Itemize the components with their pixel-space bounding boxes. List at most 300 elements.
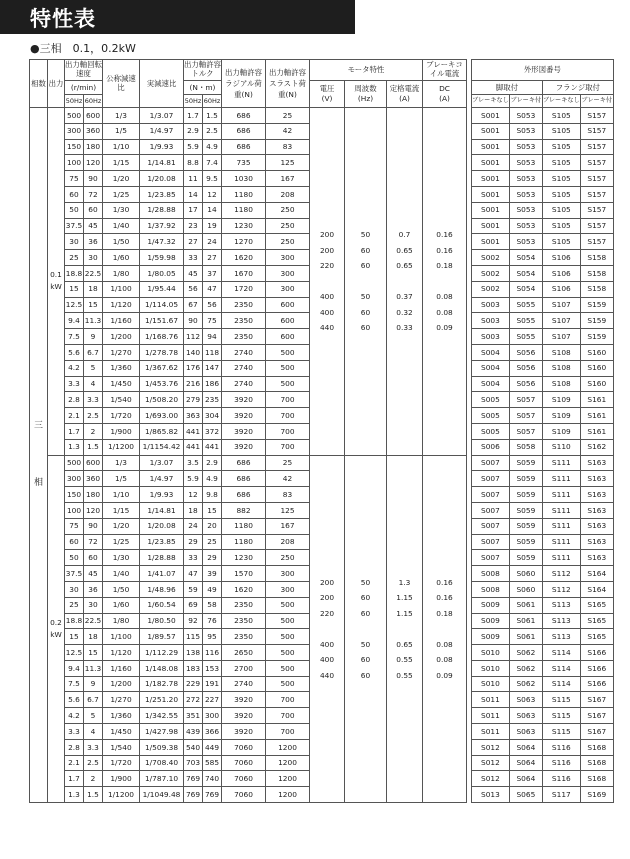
cell-actual-ratio: 1/278.78 — [140, 344, 184, 360]
header-foot: 脚取付 — [472, 81, 543, 95]
cell-radial-load: 2700 — [222, 660, 266, 676]
motor-brake-value — [423, 274, 466, 290]
cell-foot-with-brake: S053 — [509, 171, 542, 187]
cell-speed-50hz: 1.3 — [65, 439, 84, 455]
cell-speed-50hz: 25 — [65, 250, 84, 266]
cell-actual-ratio: 1/20.08 — [140, 171, 184, 187]
motor-voltage-value: 200 — [319, 593, 335, 603]
cell-foot-no-brake: S001 — [472, 155, 510, 171]
motor-voltage-value: 400 — [319, 292, 335, 302]
cell-radial-load: 1620 — [222, 250, 266, 266]
cell-actual-ratio: 1/342.55 — [140, 708, 184, 724]
cell-flange-no-brake: S117 — [542, 787, 580, 803]
cell-speed-50hz: 3.3 — [65, 724, 84, 740]
cell-actual-ratio: 1/60.54 — [140, 597, 184, 613]
motor-brake-value: 0.08 — [436, 292, 453, 302]
cell-radial-load: 2650 — [222, 645, 266, 661]
header-brake-dc: DC (A) — [423, 81, 467, 108]
cell-actual-ratio: 1/112.29 — [140, 645, 184, 661]
cell-flange-with-brake: S168 — [580, 755, 613, 771]
cell-foot-no-brake: S006 — [472, 439, 510, 455]
cell-actual-ratio: 1/47.32 — [140, 234, 184, 250]
cell-torque-60hz: 49 — [203, 581, 222, 597]
cell-radial-load: 2740 — [222, 676, 266, 692]
motor-frequency-value: 60 — [360, 670, 371, 680]
cell-thrust-load: 500 — [266, 676, 310, 692]
cell-actual-ratio: 1/4.97 — [140, 471, 184, 487]
cell-flange-with-brake: S162 — [580, 439, 613, 455]
motor-brake-value: 0.16 — [436, 593, 453, 603]
cell-foot-no-brake: S001 — [472, 139, 510, 155]
cell-foot-with-brake: S065 — [509, 787, 542, 803]
cell-foot-with-brake: S059 — [509, 455, 542, 471]
cell-flange-with-brake: S165 — [580, 613, 613, 629]
motor-voltage-value — [310, 621, 344, 637]
cell-actual-ratio: 1/251.20 — [140, 692, 184, 708]
cell-speed-60hz: 22.5 — [84, 265, 103, 281]
cell-nominal-ratio: 1/25 — [103, 186, 140, 202]
cell-flange-no-brake: S105 — [542, 234, 580, 250]
cell-speed-50hz: 1.7 — [65, 771, 84, 787]
cell-actual-ratio: 1/508.20 — [140, 392, 184, 408]
cell-speed-50hz: 7.5 — [65, 676, 84, 692]
cell-foot-with-brake: S063 — [509, 692, 542, 708]
cell-actual-ratio: 1/693.00 — [140, 408, 184, 424]
cell-actual-ratio: 1/20.08 — [140, 518, 184, 534]
cell-actual-ratio: 1/787.10 — [140, 771, 184, 787]
cell-radial-load: 686 — [222, 455, 266, 471]
cell-torque-60hz: 227 — [203, 692, 222, 708]
cell-speed-60hz: 6.7 — [84, 692, 103, 708]
cell-torque-50hz: 17 — [184, 202, 203, 218]
cell-foot-with-brake: S053 — [509, 123, 542, 139]
cell-foot-no-brake: S001 — [472, 108, 510, 124]
cell-nominal-ratio: 1/80 — [103, 613, 140, 629]
cell-speed-50hz: 75 — [65, 171, 84, 187]
cell-speed-50hz: 4.2 — [65, 360, 84, 376]
cell-flange-no-brake: S111 — [542, 487, 580, 503]
cell-flange-with-brake: S166 — [580, 676, 613, 692]
motor-voltage-value: 200 — [319, 577, 335, 587]
cell-nominal-ratio: 1/60 — [103, 250, 140, 266]
cell-flange-with-brake: S160 — [580, 344, 613, 360]
cell-flange-no-brake: S113 — [542, 613, 580, 629]
motor-voltage-value: 400 — [319, 655, 335, 665]
cell-speed-60hz: 90 — [84, 518, 103, 534]
cell-foot-no-brake: S007 — [472, 455, 510, 471]
cell-foot-with-brake: S053 — [509, 202, 542, 218]
cell-foot-no-brake: S002 — [472, 250, 510, 266]
cell-speed-50hz: 150 — [65, 139, 84, 155]
cell-torque-50hz: 183 — [184, 660, 203, 676]
cell-torque-50hz: 69 — [184, 597, 203, 613]
cell-torque-60hz: 9.8 — [203, 487, 222, 503]
cell-torque-50hz: 12 — [184, 487, 203, 503]
cell-torque-50hz: 769 — [184, 771, 203, 787]
cell-nominal-ratio: 1/120 — [103, 645, 140, 661]
motor-current-value: 0.37 — [396, 292, 413, 302]
cell-nominal-ratio: 1/5 — [103, 123, 140, 139]
cell-torque-50hz: 5.9 — [184, 139, 203, 155]
motor-frequency-value: 50 — [360, 292, 371, 302]
cell-thrust-load: 167 — [266, 518, 310, 534]
cell-speed-60hz: 9 — [84, 329, 103, 345]
cell-thrust-load: 25 — [266, 108, 310, 124]
header-actual-ratio: 実減速比 — [140, 60, 184, 108]
cell-flange-no-brake: S110 — [542, 439, 580, 455]
cell-torque-50hz: 229 — [184, 676, 203, 692]
cell-torque-60hz: 47 — [203, 281, 222, 297]
cell-foot-with-brake: S054 — [509, 250, 542, 266]
cell-speed-50hz: 500 — [65, 108, 84, 124]
cell-thrust-load: 700 — [266, 408, 310, 424]
cell-radial-load: 686 — [222, 139, 266, 155]
cell-thrust-load: 1200 — [266, 771, 310, 787]
cell-torque-60hz: 116 — [203, 645, 222, 661]
cell-thrust-load: 1200 — [266, 755, 310, 771]
cell-foot-no-brake: S010 — [472, 676, 510, 692]
cell-actual-ratio: 1/23.85 — [140, 186, 184, 202]
cell-thrust-load: 83 — [266, 487, 310, 503]
cell-nominal-ratio: 1/200 — [103, 329, 140, 345]
cell-speed-50hz: 2.1 — [65, 408, 84, 424]
motor-current-value: 0.33 — [396, 323, 413, 333]
cell-foot-with-brake: S054 — [509, 281, 542, 297]
cell-speed-50hz: 60 — [65, 534, 84, 550]
cell-torque-50hz: 59 — [184, 581, 203, 597]
cell-speed-50hz: 60 — [65, 186, 84, 202]
header-nominal-ratio: 公称減速比 — [103, 60, 140, 108]
cell-radial-load: 7060 — [222, 739, 266, 755]
cell-actual-ratio: 1/3.07 — [140, 108, 184, 124]
cell-thrust-load: 500 — [266, 645, 310, 661]
cell-thrust-load: 700 — [266, 692, 310, 708]
cell-speed-60hz: 2 — [84, 423, 103, 439]
header-foot-with-brake: ブレーキ付 — [509, 95, 542, 108]
motor-frequency-value: 60 — [360, 323, 371, 333]
cell-torque-60hz: 94 — [203, 329, 222, 345]
cell-speed-60hz: 2.5 — [84, 408, 103, 424]
motor-frequency-value — [345, 621, 386, 637]
cell-nominal-ratio: 1/3 — [103, 455, 140, 471]
cell-radial-load: 3920 — [222, 408, 266, 424]
cell-flange-with-brake: S159 — [580, 297, 613, 313]
cell-thrust-load: 83 — [266, 139, 310, 155]
cell-torque-60hz: 29 — [203, 550, 222, 566]
cell-thrust-load: 250 — [266, 550, 310, 566]
motor-current-value: 0.32 — [396, 307, 413, 317]
cell-flange-no-brake: S111 — [542, 502, 580, 518]
cell-flange-with-brake: S167 — [580, 692, 613, 708]
motor-voltage-value: 400 — [319, 307, 335, 317]
cell-flange-with-brake: S160 — [580, 376, 613, 392]
cell-torque-50hz: 176 — [184, 360, 203, 376]
cell-actual-ratio: 1/3.07 — [140, 455, 184, 471]
cell-torque-50hz: 23 — [184, 218, 203, 234]
motor-voltage-value: 220 — [319, 608, 335, 618]
motor-frequency-cell — [345, 108, 387, 456]
table-row — [30, 108, 614, 124]
cell-radial-load: 1230 — [222, 218, 266, 234]
cell-speed-50hz: 100 — [65, 155, 84, 171]
cell-speed-60hz: 18 — [84, 281, 103, 297]
cell-radial-load: 1570 — [222, 566, 266, 582]
cell-foot-with-brake: S057 — [509, 392, 542, 408]
cell-speed-60hz: 60 — [84, 202, 103, 218]
motor-brake-value: 0.08 — [436, 639, 453, 649]
cell-foot-with-brake: S060 — [509, 566, 542, 582]
cell-torque-60hz: 12 — [203, 186, 222, 202]
cell-torque-50hz: 3.5 — [184, 455, 203, 471]
cell-thrust-load: 300 — [266, 265, 310, 281]
cell-flange-no-brake: S105 — [542, 139, 580, 155]
cell-flange-no-brake: S113 — [542, 597, 580, 613]
cell-torque-60hz: 1.5 — [203, 108, 222, 124]
cell-torque-60hz: 585 — [203, 755, 222, 771]
cell-speed-60hz: 120 — [84, 502, 103, 518]
cell-foot-no-brake: S001 — [472, 218, 510, 234]
cell-thrust-load: 500 — [266, 360, 310, 376]
cell-foot-no-brake: S010 — [472, 645, 510, 661]
cell-speed-60hz: 15 — [84, 297, 103, 313]
header-flange: フランジ取付 — [542, 81, 613, 95]
cell-actual-ratio: 1/41.07 — [140, 566, 184, 582]
motor-brake-value: 0.09 — [436, 323, 453, 333]
cell-speed-50hz: 5.6 — [65, 692, 84, 708]
cell-radial-load: 1180 — [222, 186, 266, 202]
cell-flange-with-brake: S163 — [580, 455, 613, 471]
cell-nominal-ratio: 1/30 — [103, 202, 140, 218]
cell-thrust-load: 500 — [266, 344, 310, 360]
cell-torque-50hz: 29 — [184, 534, 203, 550]
cell-nominal-ratio: 1/15 — [103, 502, 140, 518]
cell-torque-60hz: 58 — [203, 597, 222, 613]
header-radial: 出力軸許容ラジアル荷重(N) — [222, 60, 266, 108]
cell-nominal-ratio: 1/900 — [103, 423, 140, 439]
cell-foot-no-brake: S013 — [472, 787, 510, 803]
cell-thrust-load: 700 — [266, 708, 310, 724]
cell-torque-50hz: 112 — [184, 329, 203, 345]
header-thrust: 出力軸許容スラスト荷重(N) — [266, 60, 310, 108]
cell-torque-60hz: 75 — [203, 313, 222, 329]
motor-voltage-value: 200 — [319, 245, 335, 255]
cell-speed-50hz: 100 — [65, 502, 84, 518]
cell-radial-load: 2740 — [222, 376, 266, 392]
cell-torque-50hz: 439 — [184, 724, 203, 740]
cell-foot-no-brake: S007 — [472, 487, 510, 503]
motor-frequency-value: 60 — [360, 608, 371, 618]
cell-flange-with-brake: S157 — [580, 139, 613, 155]
cell-thrust-load: 500 — [266, 597, 310, 613]
motor-brake-cell — [423, 108, 467, 456]
cell-torque-50hz: 216 — [184, 376, 203, 392]
cell-actual-ratio: 1/89.57 — [140, 629, 184, 645]
cell-speed-60hz: 2 — [84, 771, 103, 787]
cell-flange-no-brake: S105 — [542, 155, 580, 171]
cell-thrust-load: 250 — [266, 202, 310, 218]
cell-speed-60hz: 15 — [84, 645, 103, 661]
cell-actual-ratio: 1/151.67 — [140, 313, 184, 329]
motor-current-value: 0.7 — [398, 230, 411, 240]
cell-speed-50hz: 500 — [65, 455, 84, 471]
cell-torque-50hz: 18 — [184, 502, 203, 518]
cell-flange-no-brake: S105 — [542, 108, 580, 124]
cell-foot-with-brake: S061 — [509, 597, 542, 613]
cell-speed-60hz: 5 — [84, 360, 103, 376]
cell-foot-no-brake: S009 — [472, 629, 510, 645]
cell-thrust-load: 600 — [266, 313, 310, 329]
header-torque: 出力軸許容トルク — [184, 60, 222, 81]
motor-current-value: 1.3 — [398, 577, 411, 587]
cell-flange-with-brake: S161 — [580, 423, 613, 439]
cell-foot-no-brake: S004 — [472, 360, 510, 376]
cell-radial-load: 7060 — [222, 771, 266, 787]
cell-speed-50hz: 300 — [65, 123, 84, 139]
cell-speed-60hz: 2.5 — [84, 755, 103, 771]
cell-torque-50hz: 33 — [184, 250, 203, 266]
cell-actual-ratio: 1/9.93 — [140, 487, 184, 503]
cell-speed-60hz: 600 — [84, 108, 103, 124]
cell-torque-50hz: 540 — [184, 739, 203, 755]
cell-flange-no-brake: S111 — [542, 534, 580, 550]
cell-foot-no-brake: S004 — [472, 376, 510, 392]
cell-flange-no-brake: S108 — [542, 376, 580, 392]
motor-frequency-value: 50 — [360, 230, 371, 240]
cell-flange-with-brake: S161 — [580, 392, 613, 408]
cell-thrust-load: 700 — [266, 423, 310, 439]
cell-flange-no-brake: S115 — [542, 692, 580, 708]
cell-flange-with-brake: S158 — [580, 250, 613, 266]
cell-flange-no-brake: S114 — [542, 660, 580, 676]
cell-torque-50hz: 47 — [184, 566, 203, 582]
cell-speed-60hz: 11.3 — [84, 660, 103, 676]
header-speed-unit: (r/min) — [65, 81, 103, 95]
cell-speed-50hz: 18.8 — [65, 265, 84, 281]
cell-torque-50hz: 67 — [184, 297, 203, 313]
cell-speed-60hz: 120 — [84, 155, 103, 171]
cell-radial-load: 1670 — [222, 265, 266, 281]
header-speed-50hz: 50Hz — [65, 95, 84, 108]
cell-torque-50hz: 5.9 — [184, 471, 203, 487]
cell-radial-load: 2740 — [222, 360, 266, 376]
cell-speed-60hz: 360 — [84, 471, 103, 487]
cell-radial-load: 3920 — [222, 439, 266, 455]
cell-torque-60hz: 153 — [203, 660, 222, 676]
cell-nominal-ratio: 1/40 — [103, 566, 140, 582]
cell-foot-with-brake: S056 — [509, 360, 542, 376]
motor-brake-value: 0.18 — [436, 261, 453, 271]
motor-current-cell — [387, 455, 423, 803]
cell-thrust-load: 600 — [266, 329, 310, 345]
cell-speed-60hz: 360 — [84, 123, 103, 139]
cell-torque-60hz: 24 — [203, 234, 222, 250]
header-flange-no-brake: ブレーキなし — [542, 95, 580, 108]
cell-speed-60hz: 4 — [84, 724, 103, 740]
cell-speed-50hz: 9.4 — [65, 313, 84, 329]
cell-flange-no-brake: S116 — [542, 739, 580, 755]
cell-radial-load: 1270 — [222, 234, 266, 250]
cell-speed-60hz: 9 — [84, 676, 103, 692]
cell-foot-with-brake: S060 — [509, 581, 542, 597]
cell-flange-no-brake: S108 — [542, 344, 580, 360]
header-current: 定格電流 (A) — [387, 81, 423, 108]
cell-torque-60hz: 2.9 — [203, 455, 222, 471]
section-subtitle: ●三相 0.1，0.2kW — [30, 42, 136, 55]
cell-flange-no-brake: S115 — [542, 724, 580, 740]
output-cell: 0.1 kW — [48, 108, 65, 456]
cell-nominal-ratio: 1/60 — [103, 597, 140, 613]
cell-torque-50hz: 140 — [184, 344, 203, 360]
cell-foot-with-brake: S064 — [509, 771, 542, 787]
motor-frequency-value: 50 — [360, 577, 371, 587]
cell-foot-with-brake: S062 — [509, 676, 542, 692]
cell-radial-load: 2350 — [222, 597, 266, 613]
cell-flange-with-brake: S164 — [580, 581, 613, 597]
cell-foot-with-brake: S061 — [509, 613, 542, 629]
cell-nominal-ratio: 1/1200 — [103, 439, 140, 455]
cell-actual-ratio: 1/14.81 — [140, 502, 184, 518]
motor-current-cell — [387, 108, 423, 456]
cell-foot-no-brake: S012 — [472, 771, 510, 787]
cell-flange-no-brake: S105 — [542, 123, 580, 139]
cell-speed-50hz: 30 — [65, 234, 84, 250]
header-torque-60hz: 60Hz — [203, 95, 222, 108]
cell-speed-50hz: 15 — [65, 281, 84, 297]
cell-foot-no-brake: S001 — [472, 186, 510, 202]
cell-foot-with-brake: S057 — [509, 408, 542, 424]
cell-speed-50hz: 7.5 — [65, 329, 84, 345]
cell-foot-no-brake: S005 — [472, 423, 510, 439]
cell-torque-60hz: 95 — [203, 629, 222, 645]
cell-flange-with-brake: S163 — [580, 487, 613, 503]
cell-flange-with-brake: S163 — [580, 471, 613, 487]
cell-flange-no-brake: S109 — [542, 392, 580, 408]
cell-foot-no-brake: S012 — [472, 755, 510, 771]
motor-brake-value: 0.16 — [436, 230, 453, 240]
cell-actual-ratio: 1/1049.48 — [140, 787, 184, 803]
cell-flange-no-brake: S106 — [542, 281, 580, 297]
motor-current-value: 1.15 — [396, 593, 413, 603]
cell-foot-with-brake: S053 — [509, 155, 542, 171]
cell-radial-load: 1030 — [222, 171, 266, 187]
cell-speed-50hz: 15 — [65, 629, 84, 645]
cell-flange-with-brake: S157 — [580, 186, 613, 202]
cell-flange-no-brake: S114 — [542, 645, 580, 661]
motor-frequency-cell — [345, 455, 387, 803]
motor-voltage-value — [310, 274, 344, 290]
motor-voltage-value: 440 — [319, 670, 335, 680]
cell-actual-ratio: 1/4.97 — [140, 123, 184, 139]
cell-nominal-ratio: 1/40 — [103, 218, 140, 234]
cell-radial-load: 2350 — [222, 297, 266, 313]
cell-foot-with-brake: S053 — [509, 218, 542, 234]
cell-speed-50hz: 5.6 — [65, 344, 84, 360]
motor-brake-value: 0.08 — [436, 655, 453, 665]
cell-speed-60hz: 3.3 — [84, 739, 103, 755]
motor-frequency-value: 50 — [360, 639, 371, 649]
cell-flange-with-brake: S168 — [580, 771, 613, 787]
cell-foot-with-brake: S063 — [509, 724, 542, 740]
motor-frequency-value: 60 — [360, 245, 371, 255]
cell-flange-with-brake: S163 — [580, 550, 613, 566]
cell-foot-with-brake: S064 — [509, 739, 542, 755]
cell-foot-no-brake: S003 — [472, 313, 510, 329]
header-motor: モータ特性 — [310, 60, 423, 81]
cell-flange-with-brake: S163 — [580, 502, 613, 518]
header-foot-no-brake: ブレーキなし — [472, 95, 510, 108]
header-speed-60hz: 60Hz — [84, 95, 103, 108]
cell-thrust-load: 25 — [266, 455, 310, 471]
